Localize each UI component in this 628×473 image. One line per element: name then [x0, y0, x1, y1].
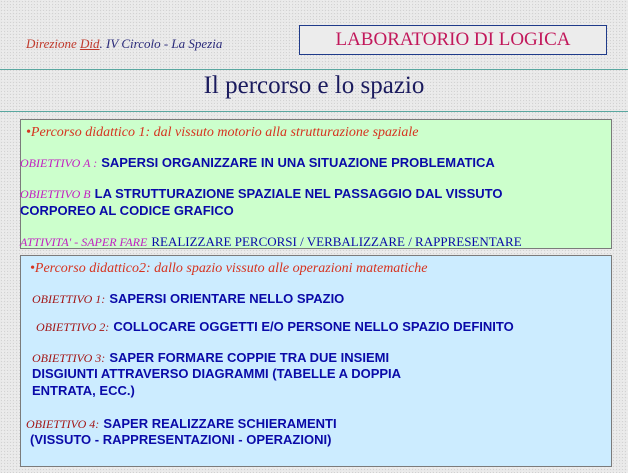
header-rest: . IV Circolo - La Spezia: [99, 36, 223, 51]
header-abbr: Did: [80, 36, 100, 51]
objective-4-line-2: (VISSUTO - RAPPRESENTAZIONI - OPERAZIONI): [30, 432, 332, 447]
attivita-label: ATTIVITA' - SAPER FARE: [20, 235, 148, 249]
header-prefix: Direzione: [26, 36, 81, 51]
objective-b-line-2: CORPOREO AL CODICE GRAFICO: [20, 203, 234, 218]
objective-3-line-2: DISGIUNTI ATTRAVERSO DIAGRAMMI (TABELLE A DOPPIA: [32, 366, 402, 381]
objective-b-line-1: LA STRUTTURAZIONE SPAZIALE NEL PASSAGGIO DAL VISSUTO: [94, 186, 503, 201]
objective-1-text: SAPERSI ORIENTARE NELLO SPAZIO: [109, 291, 345, 306]
objective-b-label: OBIETTIVO B: [20, 187, 91, 201]
section-1-heading: •Percorso didattico 1: dal vissuto motorio alla strutturazione spaziale: [26, 125, 419, 140]
objective-a-label: OBIETTIVO A :: [20, 156, 98, 170]
objective-4: [26, 415, 337, 433]
objective-2: [36, 318, 514, 336]
divider-top: [0, 69, 628, 70]
objective-b: [20, 185, 502, 203]
objective-3: [32, 349, 389, 367]
objective-3-line-1: SAPER FORMARE COPPIE TRA DUE INSIEMI: [109, 350, 390, 365]
divider-bottom: [0, 111, 628, 112]
objective-1: [32, 290, 344, 308]
section-2-heading: •Percorso didattico2: dallo spazio vissuto alle operazioni matematiche: [30, 261, 428, 276]
attivita: [20, 233, 522, 251]
objective-a-text: SAPERSI ORGANIZZARE IN UNA SITUAZIONE PROBLEMATICA: [101, 155, 495, 170]
objective-2-label: OBIETTIVO 2:: [36, 320, 110, 334]
page-title: Il percorso e lo spazio: [203, 72, 425, 99]
objective-3-line-3: ENTRATA, ECC.): [32, 383, 135, 398]
objective-1-label: OBIETTIVO 1:: [32, 292, 106, 306]
objective-a: [20, 154, 495, 172]
objective-3-label: OBIETTIVO 3:: [32, 351, 106, 365]
attivita-text: REALIZZARE PERCORSI / VERBALIZZARE / RAPPRESENTARE: [151, 234, 522, 249]
lab-title: LABORATORIO DI LOGICA: [335, 29, 571, 50]
objective-4-line-1: SAPER REALIZZARE SCHIERAMENTI: [103, 416, 337, 431]
lab-title-box: [299, 25, 607, 55]
objective-4-label: OBIETTIVO 4:: [26, 417, 100, 431]
objective-2-text: COLLOCARE OGGETTI E/O PERSONE NELLO SPAZIO DEFINITO: [113, 319, 514, 334]
school-header: [26, 36, 222, 52]
